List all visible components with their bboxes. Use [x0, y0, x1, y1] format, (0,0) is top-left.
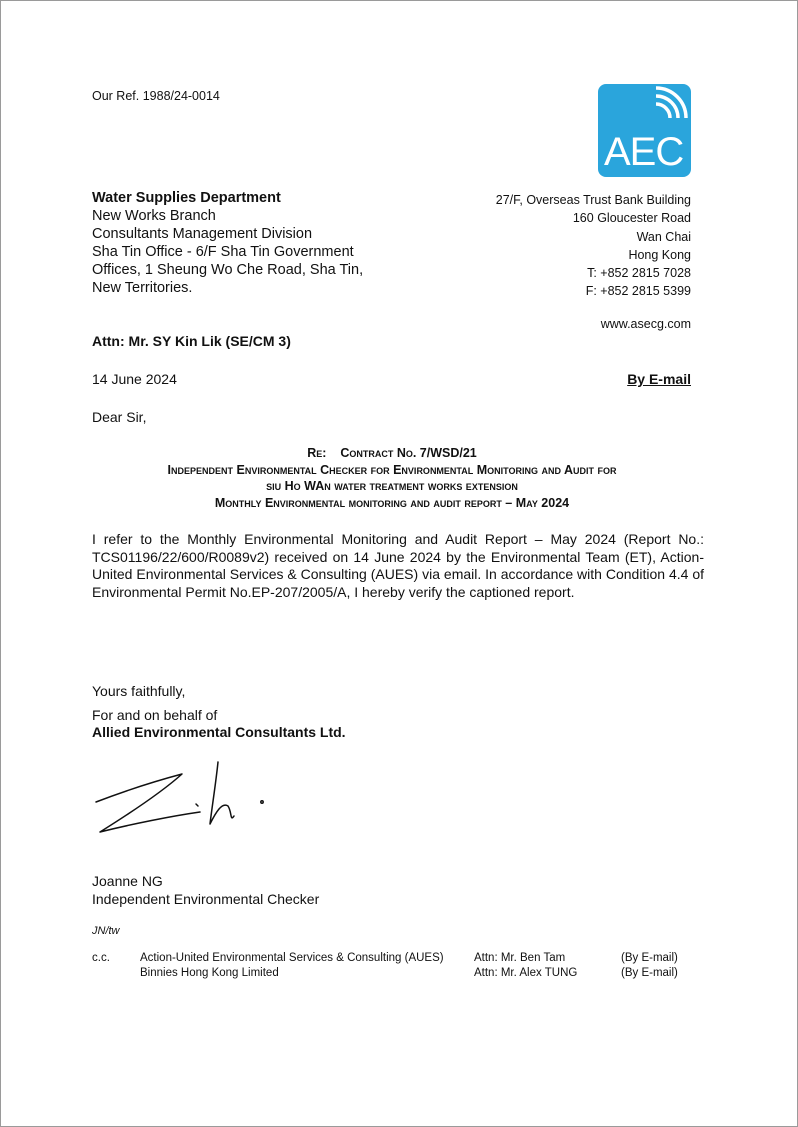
signatory-title: Independent Environmental Checker [92, 890, 320, 907]
sender-address [380, 191, 691, 301]
address-line: Hong Kong [628, 247, 691, 262]
delivery-method: By E-mail [627, 371, 691, 387]
body-paragraph: I refer to the Monthly Environmental Monitoring and Audit Report – May 2024 (Report No.: TCS01196/22/600/R0089v2) received on 14 June 2024 by the Environmental Team (ET), Action-United Environmental Services & Consulting (AUES) via email. In accordance with Condition 4.4 of Environmental Permit No.EP-207/2005/A, I hereby verify the captioned report. [92, 531, 704, 600]
salutation: Dear Sir, [92, 409, 147, 425]
cc-row [92, 966, 678, 981]
company-name: Allied Environmental Consultants Ltd. [92, 724, 346, 740]
cc-attn: Attn: Mr. Alex TUNG [474, 966, 578, 979]
recipient-line: Consultants Management Division [92, 226, 313, 242]
on-behalf-text: For and on behalf of [92, 707, 218, 723]
logo-text: AEC [604, 130, 684, 174]
contract-no: Contract No. 7/WSD/21 [340, 446, 477, 460]
cc-via: (By E-mail) [621, 952, 678, 964]
subject-line-4: Monthly Environmental monitoring and audit report – May 2024 [214, 495, 570, 510]
phone-line: T: +852 2815 7028 [587, 266, 691, 281]
recipient-line: Sha Tin Office - 6/F Sha Tin Government Offices, 1 Sheung Wo Che Road, Sha Tin, New Territories. [92, 244, 364, 296]
fax-line: F: +852 2815 5399 [585, 284, 691, 299]
address-line: 160 Gloucester Road [572, 211, 691, 226]
signatory-name: Joanne NG [92, 873, 163, 889]
re-label: Re: [307, 446, 327, 460]
attention-line: Attn: Mr. SY Kin Lik (SE/CM 3) [92, 333, 291, 349]
our-reference: Our Ref. 1988/24-0014 [92, 89, 220, 103]
behalf-block [92, 707, 346, 741]
aec-logo [598, 84, 691, 177]
recipient-line: New Works Branch [92, 208, 216, 224]
letter-date: 14 June 2024 [92, 371, 177, 387]
recipient-name: Water Supplies Department [92, 190, 281, 206]
handwritten-signature [92, 752, 282, 847]
cc-row [92, 951, 678, 966]
subject-line-1 [92, 445, 692, 462]
address-line: Wan Chai [636, 229, 691, 244]
address-line: 27/F, Overseas Trust Bank Building [495, 193, 691, 207]
cc-attn: Attn: Mr. Ben Tam [474, 952, 566, 964]
subject-block [92, 445, 692, 511]
cc-label: c.c. [92, 952, 110, 964]
signatory-block [92, 873, 319, 908]
closing: Yours faithfully, [92, 683, 186, 699]
cc-org: Action-United Environmental Services & Consulting (AUES) [140, 952, 444, 964]
subject-line-3: siu Ho WAn water treatment works extension [266, 479, 518, 493]
cc-via: (By E-mail) [621, 966, 678, 979]
recipient-block [92, 189, 387, 297]
cc-org: Binnies Hong Kong Limited [140, 966, 279, 979]
cc-table [92, 951, 678, 980]
subject-line-2: Independent Environmental Checker for Environmental Monitoring and Audit for [167, 462, 617, 477]
website: www.asecg.com [600, 317, 691, 331]
initials: JN/tw [92, 925, 120, 937]
